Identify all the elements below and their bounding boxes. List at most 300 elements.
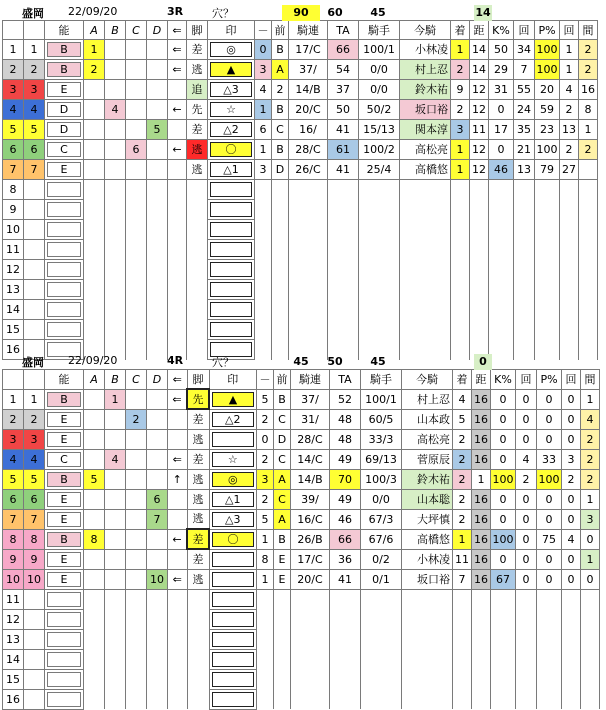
blank-cell (491, 669, 516, 689)
kai1-cell: 0 (516, 569, 537, 589)
d-cell (147, 100, 168, 120)
a-cell (84, 509, 105, 529)
ability-grade-value: B (47, 62, 81, 77)
gate-number: 14 (3, 649, 24, 669)
mark-cell (208, 240, 255, 260)
blank-cell (562, 629, 581, 649)
blank-cell (491, 629, 516, 649)
kyori-cell: 12 (470, 80, 489, 100)
kyori-cell: 16 (472, 389, 491, 409)
blank-cell (126, 320, 147, 340)
zen-cell: B (274, 529, 291, 549)
chaku-cell: 4 (453, 389, 472, 409)
column-header: 騎手 (359, 21, 400, 40)
current-jockey: 関本淳 (400, 120, 451, 140)
horse-row[interactable] (3, 160, 598, 180)
ability-grade-value (47, 322, 81, 337)
current-jockey: 菅原辰 (402, 449, 453, 469)
horse-number: 4 (24, 100, 45, 120)
mark-cell (208, 60, 255, 80)
column-header: ⇐ (168, 370, 188, 390)
arrow-cell (168, 160, 187, 180)
ability-grade-value: C (47, 452, 81, 467)
ability-grade-value: B (47, 392, 81, 407)
blank-cell (560, 180, 579, 200)
kai1-cell: 2 (516, 469, 537, 489)
zen-cell: E (274, 569, 291, 589)
c-cell (126, 449, 147, 469)
ability-grade-value: B (47, 532, 81, 547)
horse-row[interactable] (3, 469, 600, 489)
horse-row[interactable] (3, 449, 600, 469)
mark-cell (208, 180, 255, 200)
column-header (24, 21, 45, 40)
ability-grade-value: B (47, 472, 81, 487)
mark-cell-value (210, 182, 252, 197)
blank-cell (328, 280, 359, 300)
pp-cell: 79 (535, 160, 560, 180)
kiren-cell: 16/C (291, 509, 330, 529)
horse-row[interactable] (3, 60, 598, 80)
mark-cell (209, 449, 257, 469)
blank-cell (453, 649, 472, 669)
blank-cell (359, 180, 400, 200)
kyaku-cell: 逃 (187, 509, 209, 529)
column-header: 間 (581, 370, 600, 390)
kyaku-cell: 先 (187, 100, 208, 120)
c-cell (126, 569, 147, 589)
empty-row (3, 280, 598, 300)
blank-cell (187, 609, 209, 629)
blank-cell (328, 260, 359, 280)
kai2-cell: 27 (560, 160, 579, 180)
b-cell: 1 (105, 389, 126, 409)
blank-cell (330, 669, 361, 689)
blank-cell (537, 609, 562, 629)
kai1-cell: 0 (516, 429, 537, 449)
mark-cell (208, 300, 255, 320)
kishu-cell: 69/13 (361, 449, 402, 469)
blank-cell (581, 669, 600, 689)
blank-cell (168, 220, 187, 240)
d-cell: 7 (147, 509, 168, 529)
blank-cell (560, 280, 579, 300)
blank-cell (289, 200, 328, 220)
chaku-cell: 1 (451, 140, 470, 160)
kiren-total: 45 (293, 355, 309, 368)
blank-cell (562, 589, 581, 609)
blank-cell (84, 609, 105, 629)
ability-grade-value (47, 692, 81, 707)
current-jockey: 小林凌 (400, 40, 451, 60)
d-cell: 6 (147, 489, 168, 509)
blank-cell (147, 280, 168, 300)
horse-row[interactable] (3, 489, 600, 509)
blank-cell (472, 669, 491, 689)
gate-number: 3 (3, 429, 24, 449)
blank-cell (168, 589, 188, 609)
blank-cell (187, 300, 208, 320)
blank-cell (168, 669, 188, 689)
ability-grade (45, 120, 84, 140)
blank-cell (289, 240, 328, 260)
blank-cell (514, 200, 535, 220)
kyori-cell: 16 (472, 449, 491, 469)
a-cell: 1 (84, 40, 105, 60)
a-cell (84, 569, 105, 589)
blank-cell (472, 629, 491, 649)
kyori-cell: 16 (472, 429, 491, 449)
blank-cell (187, 280, 208, 300)
blank-cell (581, 689, 600, 709)
blank-cell (562, 649, 581, 669)
horse-row[interactable] (3, 80, 598, 100)
b-cell (105, 529, 126, 549)
chaku-cell: 2 (453, 489, 472, 509)
d-cell: 10 (147, 569, 168, 589)
blank-cell (84, 180, 105, 200)
blank-cell (535, 280, 560, 300)
c-cell (126, 549, 147, 569)
current-jockey: 高橋悠 (402, 529, 453, 549)
blank-cell (289, 180, 328, 200)
mark-cell-value (212, 612, 255, 627)
b-cell (105, 469, 126, 489)
kp-cell: 0 (491, 429, 516, 449)
blank-cell (516, 669, 537, 689)
blank-cell (257, 689, 274, 709)
current-jockey: 高松亮 (402, 429, 453, 449)
blank-cell (359, 260, 400, 280)
current-jockey: 鈴木祐 (400, 80, 451, 100)
ta-cell: 50 (328, 100, 359, 120)
pp-cell: 20 (535, 80, 560, 100)
c-cell (126, 469, 147, 489)
mark-cell-value (210, 262, 252, 277)
blank-cell (84, 220, 105, 240)
horse-row[interactable] (3, 140, 598, 160)
blank-cell (472, 589, 491, 609)
gate-number: 8 (3, 529, 24, 549)
kai1-cell: 7 (514, 60, 535, 80)
blank-cell (84, 649, 105, 669)
horse-row[interactable] (3, 389, 600, 409)
horse-row[interactable] (3, 509, 600, 529)
horse-number: 4 (24, 449, 45, 469)
blank-cell (255, 220, 272, 240)
blank-cell (328, 200, 359, 220)
ability-grade (45, 449, 84, 469)
ability-grade (45, 100, 84, 120)
ability-grade-value (47, 222, 81, 237)
c-cell (126, 529, 147, 549)
d-cell (147, 389, 168, 409)
mark-cell (209, 529, 257, 549)
empty-row (3, 260, 598, 280)
kyori-total: 14 (475, 6, 491, 19)
kiren-cell: 17/C (291, 549, 330, 569)
kyaku-cell: 逃 (187, 160, 208, 180)
ability-grade-value: D (47, 102, 81, 117)
pp-cell: 0 (537, 429, 562, 449)
b-cell (105, 429, 126, 449)
ability-grade (45, 469, 84, 489)
blank-cell (84, 200, 105, 220)
kp-cell: 17 (489, 120, 514, 140)
horse-number: 7 (24, 509, 45, 529)
mark-cell (209, 409, 257, 429)
blank-cell (168, 629, 188, 649)
blank-cell (291, 609, 330, 629)
gate-number: 4 (3, 100, 24, 120)
kyaku-cell: 逃 (187, 489, 209, 509)
kai2-cell: 0 (562, 489, 581, 509)
blank-cell (84, 240, 105, 260)
race-header (2, 4, 604, 20)
blank-cell (274, 669, 291, 689)
ability-grade (45, 260, 84, 280)
ability-grade (45, 489, 84, 509)
blank-cell (560, 220, 579, 240)
column-header: C (126, 21, 147, 40)
blank-cell (330, 629, 361, 649)
a-cell (84, 449, 105, 469)
empty-row (3, 649, 600, 669)
d-cell (147, 409, 168, 429)
kai2-cell: 4 (562, 529, 581, 549)
c-cell (126, 100, 147, 120)
blank-cell (579, 220, 598, 240)
chaku-cell: 2 (453, 469, 472, 489)
blank-cell (470, 260, 489, 280)
a-cell (84, 389, 105, 409)
horse-row[interactable] (3, 409, 600, 429)
kyaku-cell: 逃 (187, 429, 209, 449)
blank-cell (187, 629, 209, 649)
column-header: － (255, 21, 272, 40)
gate-number: 14 (3, 300, 24, 320)
kai2-cell: 2 (560, 140, 579, 160)
dash-cell: 3 (255, 60, 272, 80)
blank-cell (147, 300, 168, 320)
b-cell (105, 40, 126, 60)
d-cell (147, 449, 168, 469)
kp-cell: 100 (491, 469, 516, 489)
blank-cell (272, 180, 289, 200)
ta-cell: 52 (330, 389, 361, 409)
column-header: A (84, 21, 105, 40)
gate-number: 7 (3, 509, 24, 529)
date-label: 22/09/20 (68, 354, 118, 367)
kyori-cell: 1 (472, 469, 491, 489)
kiren-cell: 14/B (291, 469, 330, 489)
a-cell (84, 160, 105, 180)
blank-cell (126, 300, 147, 320)
blank-cell (168, 649, 188, 669)
mark-cell-value (210, 322, 252, 337)
blank-cell (105, 689, 126, 709)
blank-cell (489, 320, 514, 340)
blank-cell (581, 609, 600, 629)
current-jockey: 鈴木祐 (402, 469, 453, 489)
ability-grade (45, 220, 84, 240)
gate-number: 10 (3, 569, 24, 589)
horse-row[interactable] (3, 40, 598, 60)
blank-cell (451, 280, 470, 300)
kiren-cell: 14/C (291, 449, 330, 469)
blank-cell (453, 609, 472, 629)
blank-cell (24, 220, 45, 240)
blank-cell (168, 200, 187, 220)
kai2-cell: 3 (562, 449, 581, 469)
blank-cell (472, 689, 491, 709)
current-jockey: 高松亮 (400, 140, 451, 160)
ability-grade-value (47, 182, 81, 197)
chaku-cell: 2 (453, 509, 472, 529)
mark-cell-value (210, 222, 252, 237)
horse-number: 6 (24, 140, 45, 160)
b-cell (105, 409, 126, 429)
a-cell (84, 489, 105, 509)
blank-cell (255, 320, 272, 340)
blank-cell (84, 629, 105, 649)
ability-grade (45, 300, 84, 320)
dash-cell: 5 (257, 389, 274, 409)
ability-grade-value (47, 202, 81, 217)
ability-grade (45, 200, 84, 220)
blank-cell (470, 220, 489, 240)
gate-number: 15 (3, 669, 24, 689)
blank-cell (187, 200, 208, 220)
mark-cell (208, 80, 255, 100)
blank-cell (359, 280, 400, 300)
c-cell (126, 389, 147, 409)
blank-cell (105, 300, 126, 320)
column-header: 前 (272, 21, 289, 40)
column-header: 間 (579, 21, 598, 40)
horse-number: 5 (24, 469, 45, 489)
gate-number: 2 (3, 60, 24, 80)
column-header: D (147, 370, 168, 390)
blank-cell (328, 220, 359, 240)
empty-row (3, 589, 600, 609)
blank-cell (535, 260, 560, 280)
blank-cell (257, 609, 274, 629)
mark-cell (209, 489, 257, 509)
blank-cell (84, 589, 105, 609)
left-arrow-icon: ⇐ (168, 40, 187, 60)
pp-cell: 23 (535, 120, 560, 140)
horse-row[interactable] (3, 100, 598, 120)
column-header: ⇐ (168, 21, 187, 40)
blank-cell (105, 589, 126, 609)
current-jockey: 高橋悠 (400, 160, 451, 180)
ability-grade-value: D (47, 122, 81, 137)
horse-row[interactable] (3, 549, 600, 569)
ta-cell: 49 (330, 449, 361, 469)
kai2-cell: 1 (560, 60, 579, 80)
dash-cell: 3 (257, 469, 274, 489)
horse-row[interactable] (3, 120, 598, 140)
horse-row[interactable] (3, 529, 600, 549)
kyaku-cell: 差 (187, 409, 209, 429)
empty-row (3, 669, 600, 689)
kai2-cell: 0 (562, 409, 581, 429)
blank-cell (24, 589, 45, 609)
chaku-cell: 5 (453, 409, 472, 429)
blank-cell (255, 300, 272, 320)
ta-cell: 66 (330, 529, 361, 549)
empty-row (3, 180, 598, 200)
blank-cell (24, 200, 45, 220)
mark-cell (209, 549, 257, 569)
blank-cell (272, 220, 289, 240)
blank-cell (470, 240, 489, 260)
blank-cell (257, 589, 274, 609)
kyori-cell: 16 (472, 409, 491, 429)
mark-cell-value (210, 302, 252, 317)
gate-number: 6 (3, 140, 24, 160)
dash-cell: 0 (255, 40, 272, 60)
current-jockey: 村上忍 (400, 60, 451, 80)
zen-cell: B (272, 100, 289, 120)
blank-cell (453, 589, 472, 609)
blank-cell (105, 320, 126, 340)
blank-cell (24, 240, 45, 260)
zen-cell: B (272, 140, 289, 160)
dash-cell: 1 (255, 100, 272, 120)
blank-cell (560, 320, 579, 340)
c-cell (126, 160, 147, 180)
dash-cell: 4 (255, 80, 272, 100)
blank-cell (562, 689, 581, 709)
blank-cell (147, 260, 168, 280)
blank-cell (147, 200, 168, 220)
ta-cell: 48 (330, 409, 361, 429)
blank-cell (514, 260, 535, 280)
gate-number: 12 (3, 609, 24, 629)
d-cell (147, 529, 168, 549)
blank-cell (289, 280, 328, 300)
kiren-cell: 26/C (289, 160, 328, 180)
horse-row[interactable] (3, 569, 600, 589)
kp-cell: 0 (491, 409, 516, 429)
kishu-cell: 100/3 (361, 469, 402, 489)
blank-cell (328, 300, 359, 320)
mark-cell-value: △3 (212, 512, 255, 527)
blank-cell (126, 689, 147, 709)
blank-cell (581, 589, 600, 609)
horse-row[interactable] (3, 429, 600, 449)
blank-cell (105, 669, 126, 689)
blank-cell (187, 180, 208, 200)
blank-cell (489, 180, 514, 200)
current-jockey: 大坪慎 (402, 509, 453, 529)
kyaku-cell: 先 (187, 389, 209, 409)
empty-row (3, 320, 598, 340)
kai1-cell: 0 (516, 389, 537, 409)
ability-grade (45, 320, 84, 340)
zen-cell: D (274, 429, 291, 449)
up-arrow-icon: ↑ (168, 469, 188, 489)
blank-cell (330, 649, 361, 669)
kan-cell: 2 (579, 140, 598, 160)
kan-cell: 1 (581, 549, 600, 569)
ta-cell: 70 (330, 469, 361, 489)
blank-cell (328, 320, 359, 340)
kishu-cell: 50/2 (359, 100, 400, 120)
horse-number: 1 (24, 40, 45, 60)
